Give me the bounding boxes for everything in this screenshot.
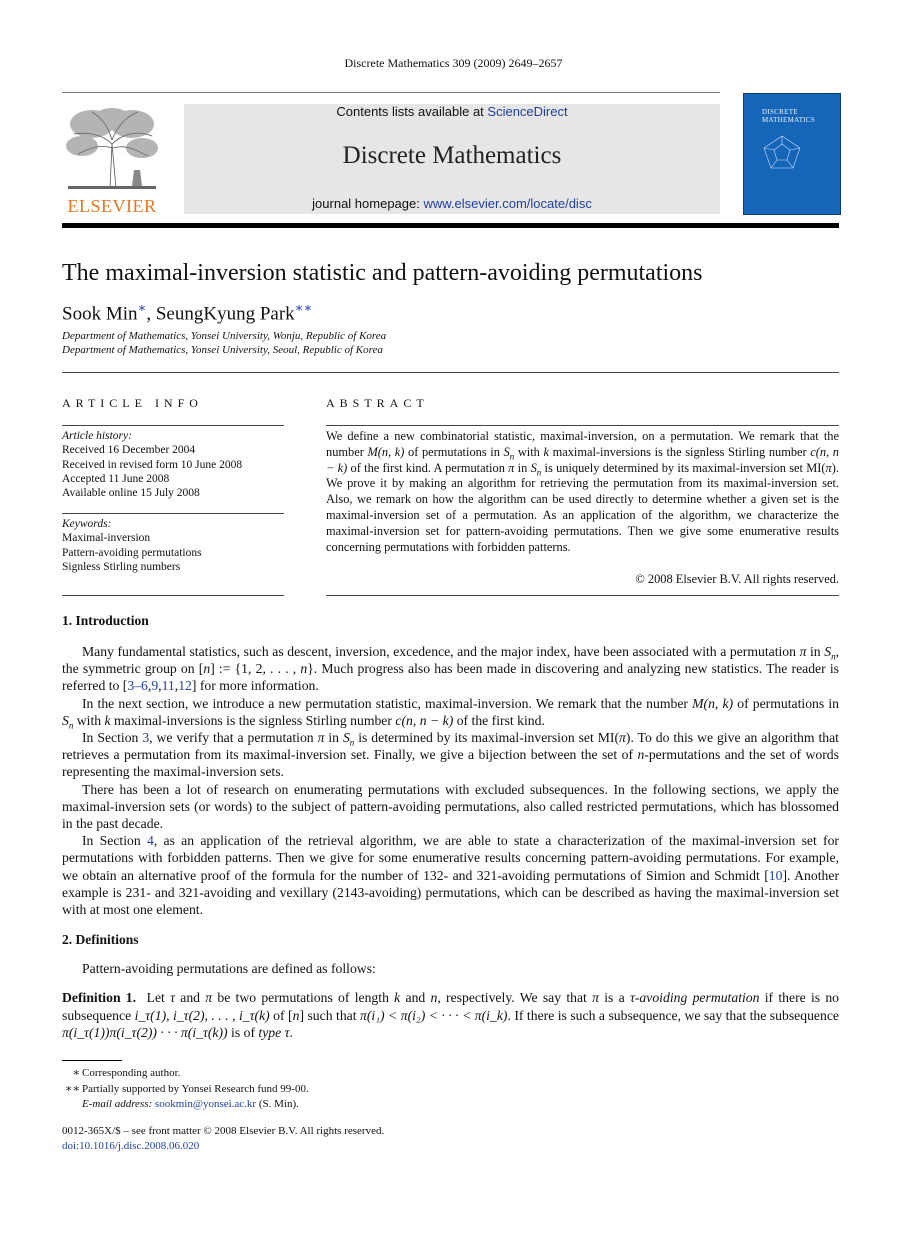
math-subscript: n [536, 467, 542, 478]
paragraph [62, 729, 839, 781]
article-history [62, 429, 284, 500]
abstract-heading: ABSTRACT [326, 396, 429, 410]
abstract-run: maximal-inversions is the signless Stirling number [548, 444, 811, 459]
text-run: be two permutations of length [212, 990, 395, 1005]
header-thick-rule [62, 223, 839, 228]
abstract-run: in [514, 460, 531, 475]
math-term: π [317, 730, 325, 746]
text-run: ]. Another example is 231- and 321-avoiding and vexillary (2143-avoiding) permutations, which can be described as having the maximal-inversion set with at most one element. [62, 867, 839, 918]
history-date: Received 16 December 2004 [62, 444, 196, 457]
math-term: π [205, 990, 213, 1005]
text-run: if there is no subsequence [62, 990, 840, 1023]
definitions-intro [62, 960, 839, 977]
abstract-rule [326, 425, 839, 426]
definition-1 [62, 989, 839, 1042]
footnote-mark: ∗∗ [65, 1083, 80, 1095]
math-term: M(n, k) [367, 444, 405, 459]
text-run: , the symmetric group on [ [62, 644, 839, 677]
math-term: S [824, 644, 832, 659]
abstract-run: is uniquely determined by its maximal-inversion set MI( [541, 460, 826, 475]
footnote-text: Partially supported by Yonsei Research fund 99-00. [82, 1083, 309, 1095]
copyright-notice: © 2008 Elsevier B.V. All rights reserved. [635, 572, 839, 586]
homepage-prefix: journal homepage: [312, 196, 424, 211]
abstract-rule [326, 595, 839, 596]
math-term: π(i₁) < π(i₂) < · · · < π(i_k) [360, 1007, 508, 1023]
history-date: Received in revised form 10 June 2008 [62, 458, 243, 471]
pentagon-graph-icon [762, 134, 802, 170]
footnote-link[interactable]: ∗ [137, 300, 147, 315]
abstract-run: ). We prove it by making an algorithm for retrieving the permutation from its maximal-inversion set. Also, we remark on how the algorithm can be used directly to determine whether a given set is the maximal-inversion set of a permutation. As an application of the algorithm, we characterize the maximal-inversion set for pattern-avoiding permutations. Then we give some enumerative results concerning permutations with forbidden patterns. [326, 460, 839, 554]
footnote-text: Corresponding author. [82, 1067, 181, 1079]
math-subscript: n [349, 737, 355, 748]
defined-term: type τ [258, 1025, 290, 1041]
text-run: of permutations in [733, 695, 840, 711]
section-link[interactable]: 3 [142, 730, 150, 746]
keywords-label: Keywords: [62, 518, 112, 530]
footnote-rule [62, 1060, 122, 1061]
text-run: in [324, 730, 343, 746]
history-label: Article history: [62, 430, 132, 442]
abstract-text [326, 429, 839, 555]
citation-link[interactable]: 9 [151, 678, 159, 694]
journal-banner [184, 104, 720, 214]
math-term: π [619, 730, 626, 746]
math-term: τ [170, 990, 175, 1005]
text-run: In the next section, we introduce a new permutation statistic, maximal-inversion. We remark that the number [82, 695, 693, 711]
info-rule [62, 425, 284, 426]
paragraph [62, 832, 839, 918]
email-link[interactable]: sookmin@yonsei.ac.kr [154, 1098, 257, 1110]
citation-link[interactable]: 3–6 [127, 678, 148, 694]
front-matter-notice: 0012-365X/$ – see front matter © 2008 Elsevier B.V. All rights reserved. [62, 1125, 385, 1137]
contents-line [184, 104, 720, 119]
text-run: is of [227, 1025, 259, 1041]
paragraph: Many fundamental statistics, such as descent, inversion, excedence, and the major index, have been associated with a permutation π in $S_n$, the symmetric group on [n] := {1, 2, . . . , n}. Much progress also has been made in discovering and analyzing new statistics. The reader is referred to [3–6,9,11,12] for more information. [62, 644, 839, 694]
contents-prefix: Contents lists available at [336, 104, 488, 119]
math-term: n [292, 1007, 300, 1023]
math-term: S [342, 730, 350, 746]
math-term: k [104, 712, 111, 728]
article-info-heading: ARTICLE INFO [62, 396, 203, 410]
text-run: maximal-inversions is the signless Stirling number [110, 712, 396, 728]
section-heading: 1. Introduction [62, 613, 149, 628]
text-run: -permutations and the set of words representing the maximal-inversion sets. [62, 747, 839, 780]
citation-link[interactable]: 10 [768, 867, 783, 883]
text-run: Many fundamental statistics, such as descent, inversion, excedence, and the major index, have been associated with a permutation [82, 644, 800, 659]
text-run: ). To do this we give an algorithm that retrieves a permutation from its maximal-inversion set. Finally, we give a bijection between the set of [62, 730, 839, 763]
author-separator: , [146, 303, 156, 325]
email-footnote [82, 1098, 299, 1110]
math-term: n [300, 661, 308, 677]
section-link[interactable]: 4 [146, 833, 154, 849]
text-run: , respectively. We say that [437, 990, 593, 1005]
footnote [62, 1082, 309, 1095]
defined-term: -avoiding permutation [634, 990, 760, 1005]
math-term: S [503, 444, 510, 459]
journal-homepage-link[interactable]: www.elsevier.com/locate/disc [423, 196, 592, 211]
doi-link[interactable]: doi:10.1016/j.disc.2008.06.020 [62, 1140, 200, 1152]
math-term: n [430, 990, 438, 1005]
math-term: c(n, n − k) [395, 712, 454, 728]
math-subscript: n [68, 720, 74, 731]
paragraph: There has been a lot of research on enumerating permutations with excluded subsequences. In the following sections, we apply the maximal-inversion sets (or words) to the subject of pattern-avoiding permutations, also called restricted permutations, which has blossomed in the past decade. [62, 781, 839, 832]
text-run: is determined by its maximal-inversion set MI( [354, 730, 620, 746]
text-run: in [806, 644, 825, 659]
math-term: k [543, 444, 549, 459]
math-term: π [799, 644, 807, 659]
journal-cover[interactable] [743, 93, 841, 215]
math-term: M(n, k) [692, 695, 734, 711]
history-date: Available online 15 July 2008 [62, 487, 200, 500]
keyword: Pattern-avoiding permutations [62, 546, 202, 559]
citation-link[interactable]: 11 [161, 678, 175, 694]
text-run: of the first kind. [453, 712, 545, 728]
text-run: and [400, 990, 431, 1005]
abstract-run: of the first kind. A permutation [347, 460, 509, 475]
text-run: is a [598, 990, 630, 1005]
author-name: SeungKyung Park [155, 303, 295, 325]
affiliation: Department of Mathematics, Yonsei University, Wonju, Republic of Korea [62, 330, 387, 342]
keyword: Maximal-inversion [62, 532, 151, 545]
text-run: ] for more information. [191, 678, 319, 694]
text-run: . [289, 1025, 293, 1041]
math-subscript: n [509, 451, 515, 462]
math-term: n [203, 661, 211, 677]
text-run: In Section [82, 730, 143, 746]
text-run: of [ [269, 1007, 293, 1023]
definition-label: Definition 1. [62, 990, 137, 1005]
affiliation: Department of Mathematics, Yonsei University, Seoul, Republic of Korea [62, 344, 383, 356]
journal-title: Discrete Mathematics [342, 142, 562, 169]
text-run: In Section [82, 833, 147, 849]
text-run: ] := {1, 2, . . . , [210, 661, 301, 677]
abstract-run: We define a new combinatorial statistic, maximal-inversion, on a permutation. We remark that the number [326, 429, 839, 459]
paragraph [62, 695, 839, 729]
text-run: with [73, 712, 105, 728]
math-term: π [825, 460, 832, 475]
text-run: and [175, 990, 206, 1005]
footnote [62, 1066, 180, 1079]
author-name: Sook Min [62, 303, 138, 325]
math-term: π(i_τ(1))π(i_τ(2)) · · · π(i_τ(k)) [62, 1025, 228, 1041]
math-term: τ [629, 990, 635, 1005]
introduction-body [62, 643, 839, 918]
info-rule [62, 513, 284, 514]
cover-title: DISCRETE MATHEMATICS [762, 108, 816, 124]
journal-citation: Discrete Mathematics 309 (2009) 2649–2657 [344, 56, 563, 70]
text-run: ] such that [299, 1007, 361, 1023]
math-subscript: n [831, 651, 836, 662]
section-rule [62, 372, 839, 373]
paragraph: Pattern-avoiding permutations are defined as follows: [82, 961, 376, 976]
math-term: c(n, n − k) [326, 444, 839, 475]
footnote-text: (S. Min). [256, 1098, 299, 1110]
math-term: k [394, 990, 401, 1005]
history-date: Accepted 11 June 2008 [62, 472, 170, 485]
paper-title: The maximal-inversion statistic and pattern-avoiding permutations [62, 260, 703, 286]
text-run: }. Much progress also has been made in discovering and analyzing new statistics. The reader is referred to [ [62, 661, 839, 694]
abstract-run: with [514, 444, 544, 459]
text-run: , we verify that a permutation [149, 730, 318, 746]
header-rule [62, 92, 720, 93]
info-rule [62, 595, 284, 596]
sciencedirect-link[interactable]: ScienceDirect [487, 104, 568, 119]
elsevier-tree-icon [62, 104, 162, 192]
publisher-name: ELSEVIER [67, 196, 157, 216]
section-heading: 2. Definitions [62, 932, 139, 947]
footnote-mark: ∗ [72, 1067, 80, 1079]
math-term: S [62, 712, 69, 728]
math-term: S [530, 460, 537, 475]
homepage-line [184, 196, 720, 211]
text-run: Let [146, 990, 171, 1005]
abstract-run: of permutations in [404, 444, 504, 459]
math-term: π [508, 460, 515, 475]
text-run: . If there is such a subsequence, we say that the subsequence [507, 1007, 839, 1023]
author-list [62, 300, 312, 325]
math-term: i_τ(1), i_τ(2), . . . , i_τ(k) [134, 1007, 270, 1023]
math-term: n [637, 747, 645, 763]
email-label: E-mail address: [82, 1098, 155, 1110]
elsevier-logo[interactable] [62, 104, 162, 216]
math-term: π [592, 990, 599, 1005]
keywords [62, 517, 284, 574]
citation-link[interactable]: 12 [178, 678, 192, 694]
keyword: Signless Stirling numbers [62, 560, 181, 573]
footnote-link[interactable]: ∗∗ [294, 300, 313, 315]
text-run: , as an application of the retrieval algorithm, we are able to state a characterization of the maximal-inversion set for permutations with forbidden patterns. Then we give for some enumerative results concerning pattern-avoiding permutations. For example, we obtain an alternative proof of the formula for the number of 132- and 321-avoiding permutations of Simion and Schmidt [ [62, 833, 839, 883]
